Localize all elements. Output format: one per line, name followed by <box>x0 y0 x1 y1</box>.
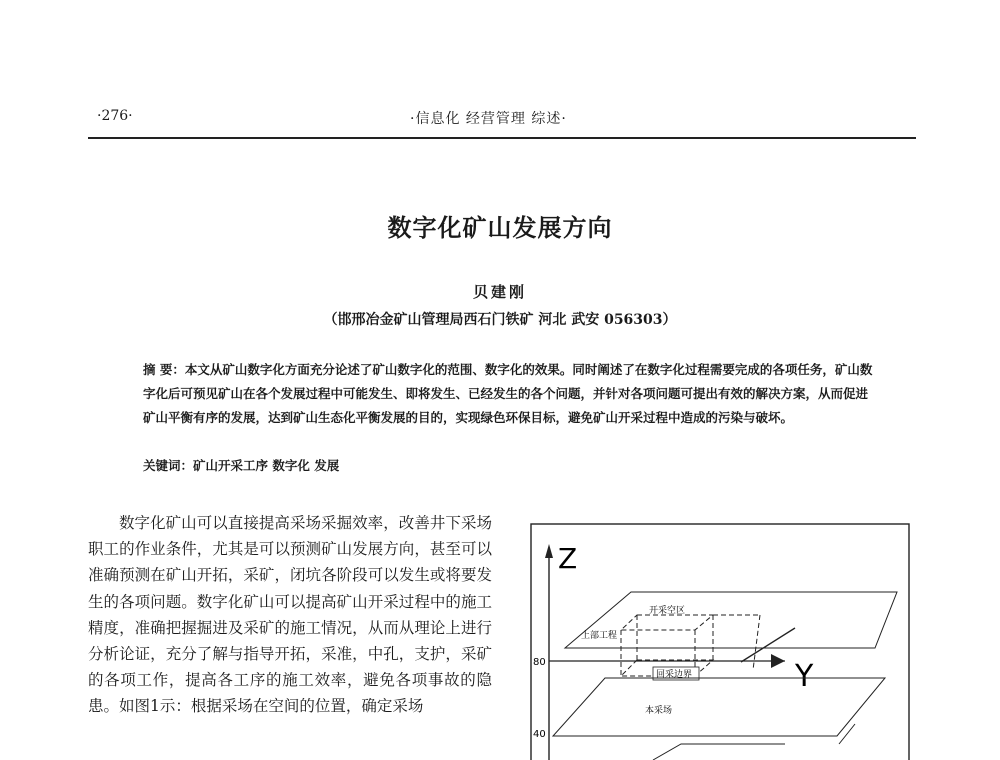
keywords-text: 矿山开采工序 数字化 发展 <box>193 458 340 473</box>
label-this-stope: 本采场 <box>645 706 673 716</box>
z-axis-arrow <box>545 544 553 558</box>
body-text <box>88 510 492 720</box>
label-upper-works: 上部工程 <box>581 631 618 641</box>
abstract-text: 本文从矿山数字化方面充分论述了矿山数字化的范围、数字化的效果。同时阐述了在数字化过程需要完成的各项任务，矿山数字化后可预见矿山在各个发展过程中可能发生、即将发生、已经发生的各个问题，并针对各项问题可提出有效的解决方案，从而促进矿山平衡有序的发展，达到矿山生态化平衡发展的目的，实现绿色环保目标，避免矿山开采过程中造成的污染与破坏。 <box>143 362 873 425</box>
label-mined-area: 开采空区 <box>649 606 686 616</box>
z-axis-label: Z <box>558 542 578 575</box>
figure-1-stope-diagram <box>525 518 913 760</box>
body-paragraph: 数字化矿山可以直接提高采场采掘效率，改善井下采场职工的作业条件，尤其是可以预测矿山发展方向，甚至可以准确预测在矿山开拓，采矿，闭坑各阶段可以发生或将要发生的各项问题。数字化矿山可以提高矿山开采过程中的施工精度，准确把握掘进及采矿的施工情况，从而从理论上进行分析论证，充分了解与指导开拓，采准，中孔，支护，采矿的各项工作，提高各工序的施工效率，避免各项事故的隐患。如图1示：根据采场在空间的位置，确定采场 <box>88 514 492 716</box>
header-rule <box>88 137 916 139</box>
article-title: 数字化矿山发展方向 <box>387 214 613 242</box>
y-axis-label: Y <box>795 659 814 694</box>
abstract-label: 摘 要： <box>143 362 185 377</box>
tick-40: 40 <box>533 729 546 740</box>
keywords <box>143 454 873 478</box>
abstract <box>143 358 873 430</box>
y-axis-diagonal <box>741 628 795 662</box>
keywords-label: 关键词： <box>143 458 194 473</box>
label-mining-boundary: 回采边界 <box>656 670 693 680</box>
lower-plane-edge <box>839 724 855 744</box>
section-header: ·信息化 经营管理 综述· <box>410 111 567 127</box>
mined-area-extension-2 <box>753 615 760 670</box>
article-author: 贝建刚 <box>472 283 527 301</box>
tick-80: 80 <box>533 657 546 668</box>
lower-plane <box>653 744 785 760</box>
article-affiliation: （邯邢冶金矿山管理局西石门铁矿 河北 武安 056303） <box>323 312 677 328</box>
y-axis-arrow <box>771 654 785 668</box>
page-number: ·276· <box>97 108 133 124</box>
mined-area-top <box>621 615 713 630</box>
figure-frame <box>531 524 909 760</box>
stope-plane <box>553 678 885 736</box>
